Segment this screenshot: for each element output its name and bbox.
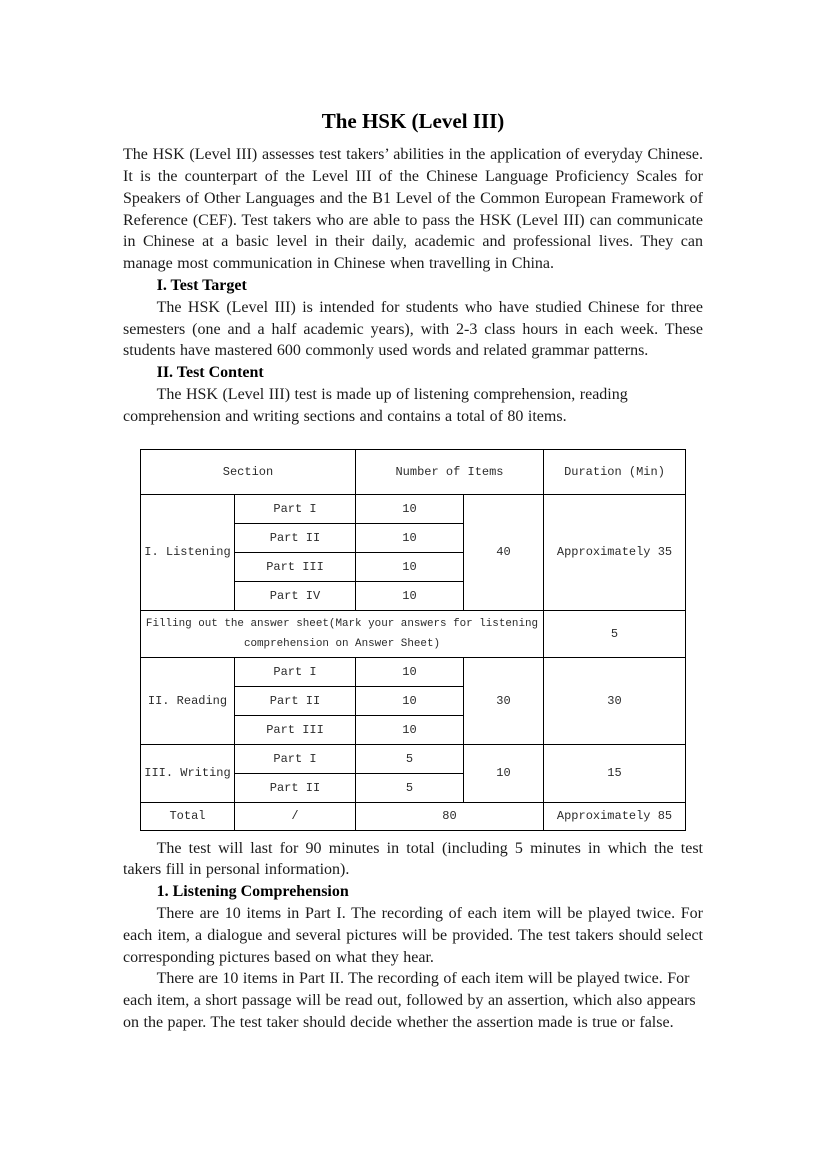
writing-section-cell: III. Writing [140,744,234,802]
listening-part3-count-cell: 10 [356,552,464,581]
listening-part1-paragraph: There are 10 items in Part I. The recording of each item will be played twice. For each item, a dialogue and several pictures will be provided. The test takers should select corresponding pictures based on what they hear. [123,905,703,966]
intro-paragraph: The HSK (Level III) assesses test takers’ abilities in the application of everyday Chinese. It is the counterpart of the Level III of the Chinese Language Proficiency Scales for Speakers of Other Languages and the B1 Level of the Common European Framework of Reference (CEF). Test takers who are able to pass the HSK (Level III) can communicate in Chinese at a basic level in their daily, academic and professional lives. They can manage most communication in Chinese when travelling in China. [123,146,703,273]
writing-part2-count-cell: 5 [356,773,464,802]
listening-section-cell: I. Listening [140,494,234,610]
test-target-paragraph: The HSK (Level III) is intended for students who have studied Chinese for three semesters (one and a half academic years), with 2-3 class hours in each week. These students have mastered 600 commonly used words and related grammar patterns. [123,298,703,360]
answer-sheet-row [140,610,685,657]
writing-total-cell: 10 [464,744,544,802]
table-row [140,494,685,523]
total-items-cell: 80 [356,802,544,830]
reading-part1-cell: Part I [234,657,355,686]
listening-part2-cell: Part II [234,523,355,552]
header-cell-number-of-items: Number of Items [356,449,544,494]
writing-part2-cell: Part II [234,773,355,802]
listening-part3-cell: Part III [234,552,355,581]
test-structure-table [140,449,686,831]
listening-part4-cell: Part IV [234,581,355,610]
answer-sheet-duration-cell: 5 [544,610,686,657]
document-title: The HSK (Level III) [321,109,505,133]
listening-part1-cell: Part I [234,494,355,523]
document-content [123,108,703,1034]
reading-part2-cell: Part II [234,686,355,715]
heading-test-content: II. Test Content [156,364,264,382]
test-content-paragraph: The HSK (Level III) test is made up of listening comprehension, reading comprehension and writing sections and contains a total of 80 items. [123,386,628,425]
total-label-cell: Total [140,802,234,830]
reading-part3-cell: Part III [234,715,355,744]
listening-duration-cell: Approximately 35 [544,494,686,610]
listening-part1-count-cell: 10 [356,494,464,523]
listening-total-cell: 40 [464,494,544,610]
header-cell-duration: Duration (Min) [544,449,686,494]
test-duration-paragraph: The test will last for 90 minutes in total (including 5 minutes in which the test takers fill in personal information). [123,839,703,879]
heading-listening-comprehension: 1. Listening Comprehension [156,883,349,901]
reading-part3-count-cell: 10 [356,715,464,744]
listening-part2-count-cell: 10 [356,523,464,552]
table-row [140,744,685,773]
total-row [140,802,685,830]
reading-part2-count-cell: 10 [356,686,464,715]
writing-duration-cell: 15 [544,744,686,802]
listening-part4-count-cell: 10 [356,581,464,610]
table-row [140,657,685,686]
reading-duration-cell: 30 [544,657,686,744]
total-duration-cell: Approximately 85 [544,802,686,830]
heading-test-target: I. Test Target [156,277,247,295]
reading-section-cell: II. Reading [140,657,234,744]
table-header-row [140,449,685,494]
writing-part1-count-cell: 5 [356,744,464,773]
reading-total-cell: 30 [464,657,544,744]
answer-sheet-note-cell: Filling out the answer sheet(Mark your answers for listening comprehension on Answer Sheet) [140,610,543,657]
reading-part1-count-cell: 10 [356,657,464,686]
listening-part2-paragraph: There are 10 items in Part II. The recording of each item will be played twice. For each item, a short passage will be read out, followed by an assertion, which also appears on the paper. The test taker should decide whether the assertion made is true or false. [123,970,696,1032]
writing-part1-cell: Part I [234,744,355,773]
total-parts-cell: / [234,802,355,830]
header-cell-section: Section [140,449,355,494]
